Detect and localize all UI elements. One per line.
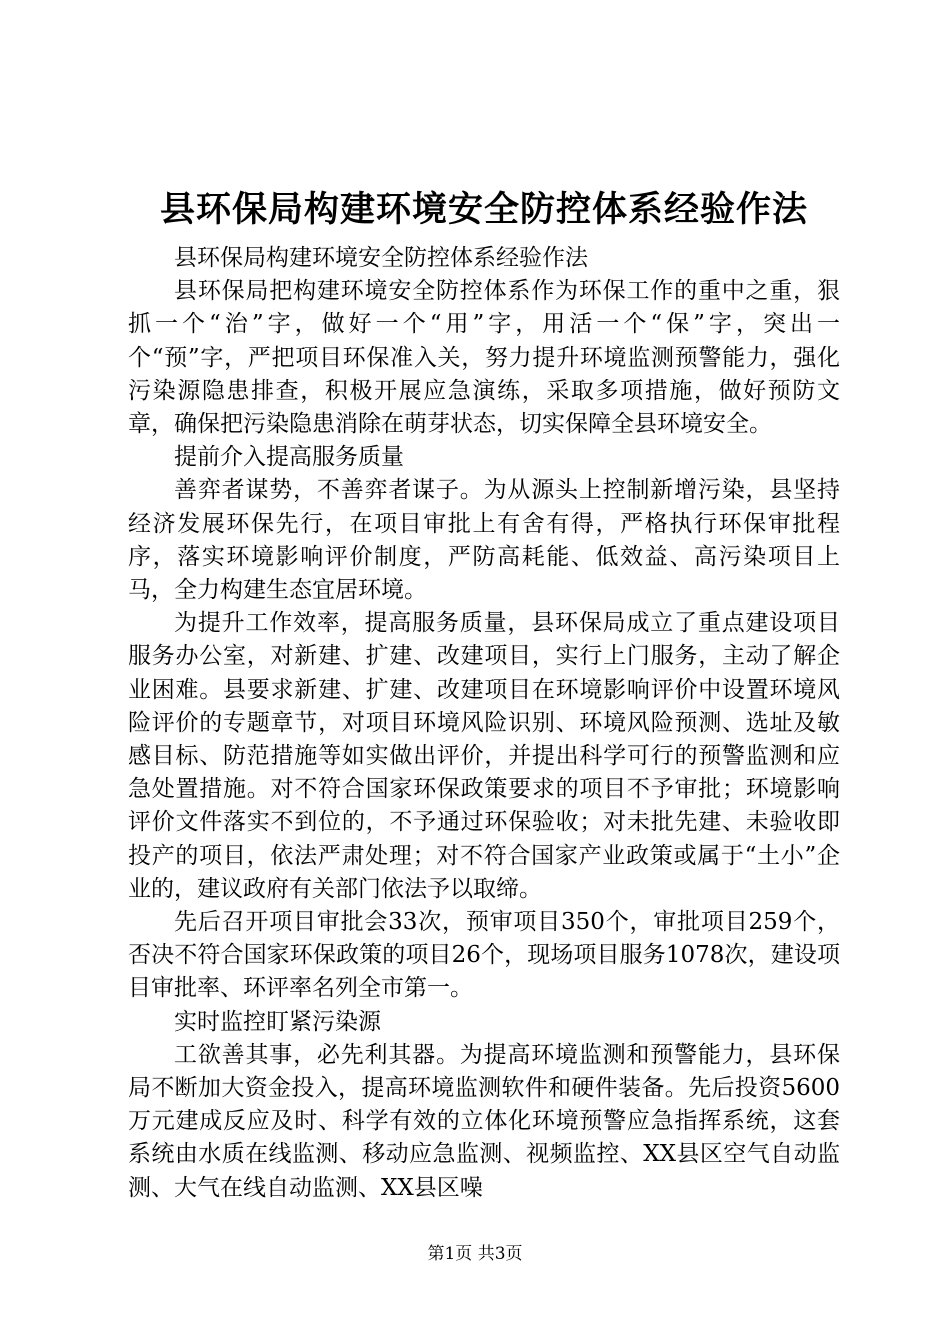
document-body bbox=[128, 242, 840, 1205]
document-title: 县环保局构建环境安全防控体系经验作法 bbox=[159, 189, 808, 230]
document-subtitle: 县环保局构建环境安全防控体系经验作法 bbox=[174, 245, 588, 271]
paragraph: 为提升工作效率，提高服务质量，县环保局成立了重点建设项目服务办公室，对新建、扩建、改建项目，实行上门服务，主动了解企业困难。县要求新建、扩建、改建项目在环境影响评价中设置环境风险评价的专题章节，对项目环境风险识别、环境风险预测、选址及敏感目标、防范措施等如实做出评价，并提出科学可行的预警监测和应急处置措施。对不符合国家环保政策要求的项目不予审批；环境影响评价文件落实不到位的，不予通过环保验收；对未批先建、未验收即投产的项目，依法严肃处理；对不符合国家产业政策或属于“土小”企业的，建议政府有关部门依法予以取缔。 bbox=[128, 610, 840, 902]
page-footer bbox=[0, 1243, 950, 1265]
paragraph: 工欲善其事，必先利其器。为提高环境监测和预警能力，县环保局不断加大资金投入，提高环境监测软件和硬件装备。先后投资5600万元建成反应及时、科学有效的立体化环境预警应急指挥系统，这套系统由水质在线监测、移动应急监测、视频监控、XX县区空气自动监测、大气在线自动监测、XX县区噪 bbox=[128, 1041, 840, 1201]
paragraph: 先后召开项目审批会33次，预审项目350个，审批项目259个，否决不符合国家环保政策的项目26个，现场项目服务1078次，建设项目审批率、环评率名列全市第一。 bbox=[128, 909, 840, 1002]
paragraph-intro: 县环保局把构建环境安全防控体系作为环保工作的重中之重，狠抓一个“治”字，做好一个“用”字，用活一个“保”字，突出一个“预”字，严把项目环保准入关，努力提升环境监测预警能力，强化污染源隐患排查，积极开展应急演练，采取多项措施，做好预防文章，确保把污染隐患消除在萌芽状态，切实保障全县环境安全。 bbox=[128, 278, 840, 438]
section-heading: 提前介入提高服务质量 bbox=[174, 444, 404, 471]
page-number: 第1页 共3页 bbox=[427, 1244, 523, 1264]
section-heading: 实时监控盯紧污染源 bbox=[174, 1008, 381, 1035]
paragraph: 善弈者谋势，不善弈者谋子。为从源头上控制新增污染，县坚持经济发展环保先行，在项目审批上有舍有得，严格执行环保审批程序，落实环境影响评价制度，严防高耗能、低效益、高污染项目上马，全力构建生态宜居环境。 bbox=[128, 477, 840, 604]
document-page bbox=[128, 182, 840, 1205]
